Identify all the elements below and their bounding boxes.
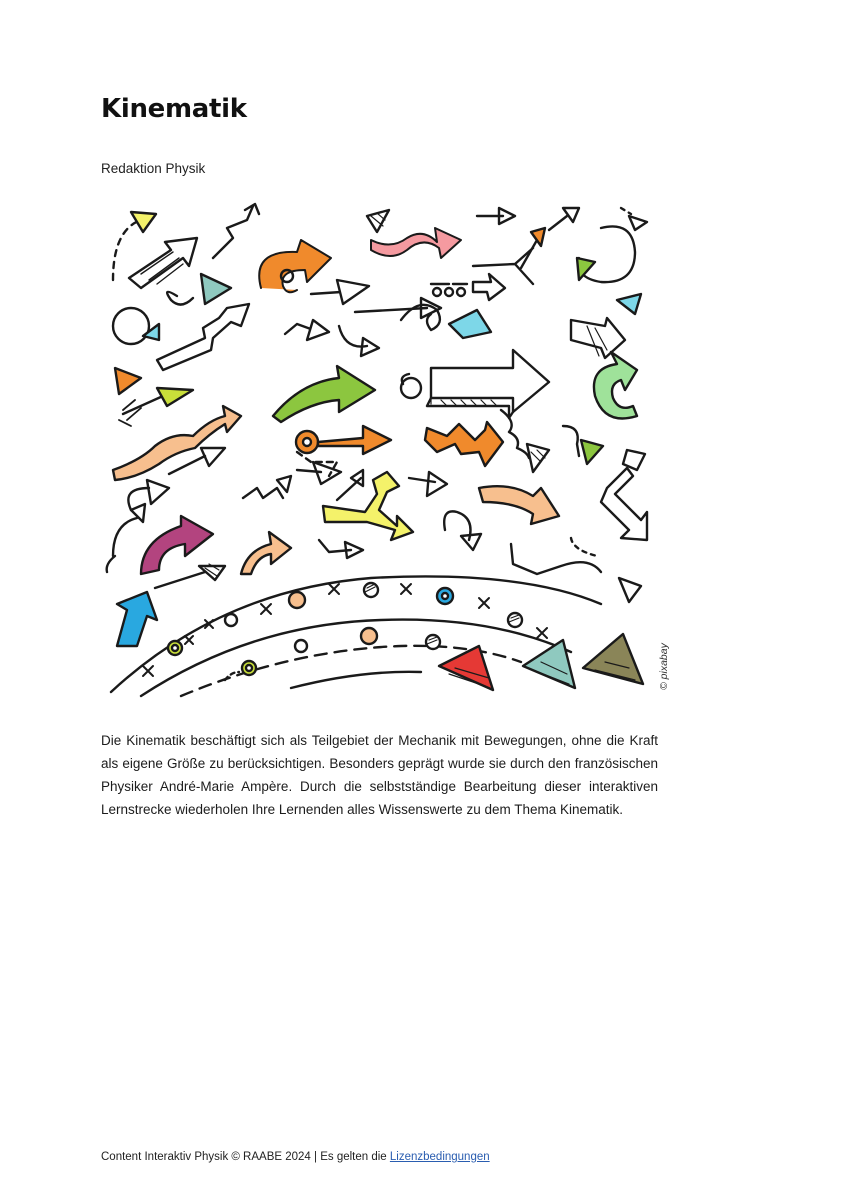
- footer: [101, 1151, 490, 1163]
- footer-text: Content Interaktiv Physik © RAABE 2024 | Es gelten die: [101, 1151, 390, 1163]
- author-line: Redaktion Physik: [101, 161, 206, 176]
- image-credit: © pixabay: [658, 643, 670, 690]
- intro-paragraph: Die Kinematik beschäftigt sich als Teilgebiet der Mechanik mit Bewegungen, ohne die Kraft als eigene Größe zu berücksichtigen. Besonders geprägt wurde sie durch den französischen Physiker André-Marie Ampère. Durch die selbstständige Bearbeitung dieser interaktiven Lernstrecke wiederholen Ihre Lernenden alles Wissenswerte zu dem Thema Kinematik.: [101, 733, 658, 817]
- page-title: Kinematik: [101, 94, 247, 124]
- doodle-arrows-illustration: [101, 200, 661, 705]
- license-link[interactable]: Lizenzbedingungen: [389, 1151, 490, 1163]
